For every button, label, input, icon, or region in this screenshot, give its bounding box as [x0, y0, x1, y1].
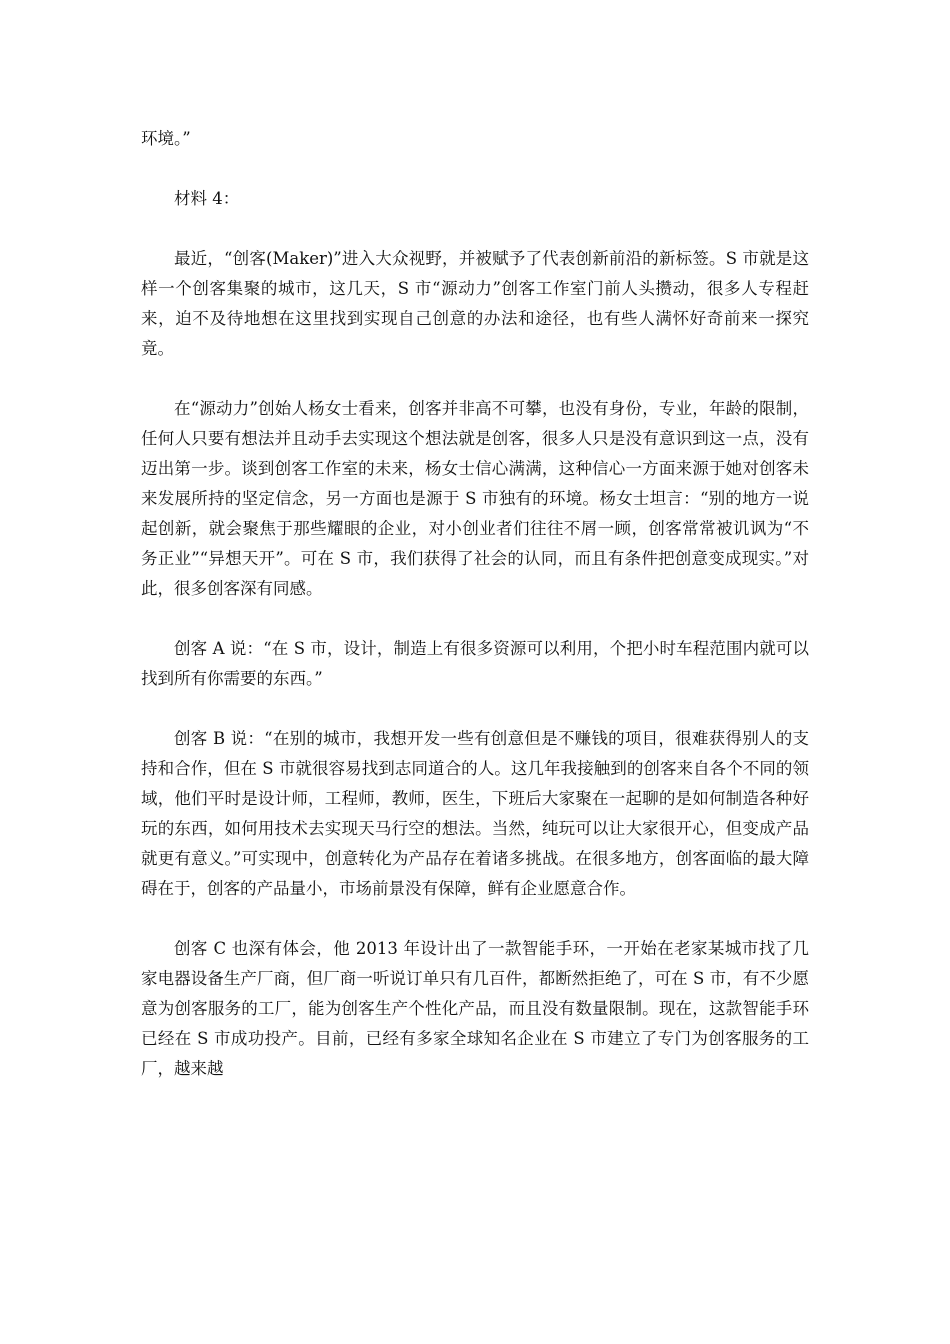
- paragraph-continuation: 环境。”: [141, 129, 191, 148]
- paragraph-founder-yang: 在“源动力”创始人杨女士看来，创客并非高不可攀，也没有身份，专业，年龄的限制，任何人只要有想法并且动手去实现这个想法就是创客，很多人只是没有意识到这一点，没有迈出第一步。谈到创客工作室的未来，杨女士信心满满，这种信心一方面来源于她对创客未来发展所持的坚定信念，另一方面也是源于 S 市独有的环境。杨女士坦言：“别的地方一说起创新，就会聚焦于那些耀眼的企业，对小创业者们往往不屑一顾，创客常常被讥讽为“不务正业”“异想天开”。可在 S 市，我们获得了社会的认同，而且有条件把创意变成现实。”对此，很多创客深有同感。: [141, 399, 809, 598]
- document-body: [141, 124, 809, 1114]
- paragraph-maker-intro: 最近，“创客(Maker)”进入大众视野，并被赋予了代表创新前沿的新标签。S 市就是这样一个创客集聚的城市，这几天，S 市“源动力”创客工作室门前人头攒动，很多人专程赶来，迫不及待地想在这里找到实现自己创意的办法和途径，也有些人满怀好奇前来一探究竟。: [141, 249, 809, 358]
- paragraph-maker-b: 创客 B 说：“在别的城市，我想开发一些有创意但是不赚钱的项目，很难获得别人的支持和合作，但在 S 市就很容易找到志同道合的人。这几年我接触到的创客来自各个不同的领域，他们平时是设计师，工程师，教师，医生，下班后大家聚在一起聊的是如何制造各种好玩的东西，如何用技术去实现天马行空的想法。当然，纯玩可以让大家很开心，但变成产品就更有意义。”可实现中，创意转化为产品存在着诸多挑战。在很多地方，创客面临的最大障碍在于，创客的产品量小，市场前景没有保障，鲜有企业愿意合作。: [141, 729, 809, 898]
- material-heading: 材料 4：: [174, 189, 240, 208]
- paragraph-maker-a: 创客 A 说：“在 S 市，设计，制造上有很多资源可以利用，个把小时车程范围内就可以找到所有你需要的东西。”: [141, 639, 809, 688]
- paragraph-maker-c: 创客 C 也深有体会，他 2013 年设计出了一款智能手环，一开始在老家某城市找了几家电器设备生产厂商，但厂商一听说订单只有几百件，都断然拒绝了，可在 S 市，有不少愿意为创客服务的工厂，能为创客生产个性化产品，而且没有数量限制。现在，这款智能手环已经在 S 市成功投产。目前，已经有多家全球知名企业在 S 市建立了专门为创客服务的工厂，越来越: [141, 939, 809, 1078]
